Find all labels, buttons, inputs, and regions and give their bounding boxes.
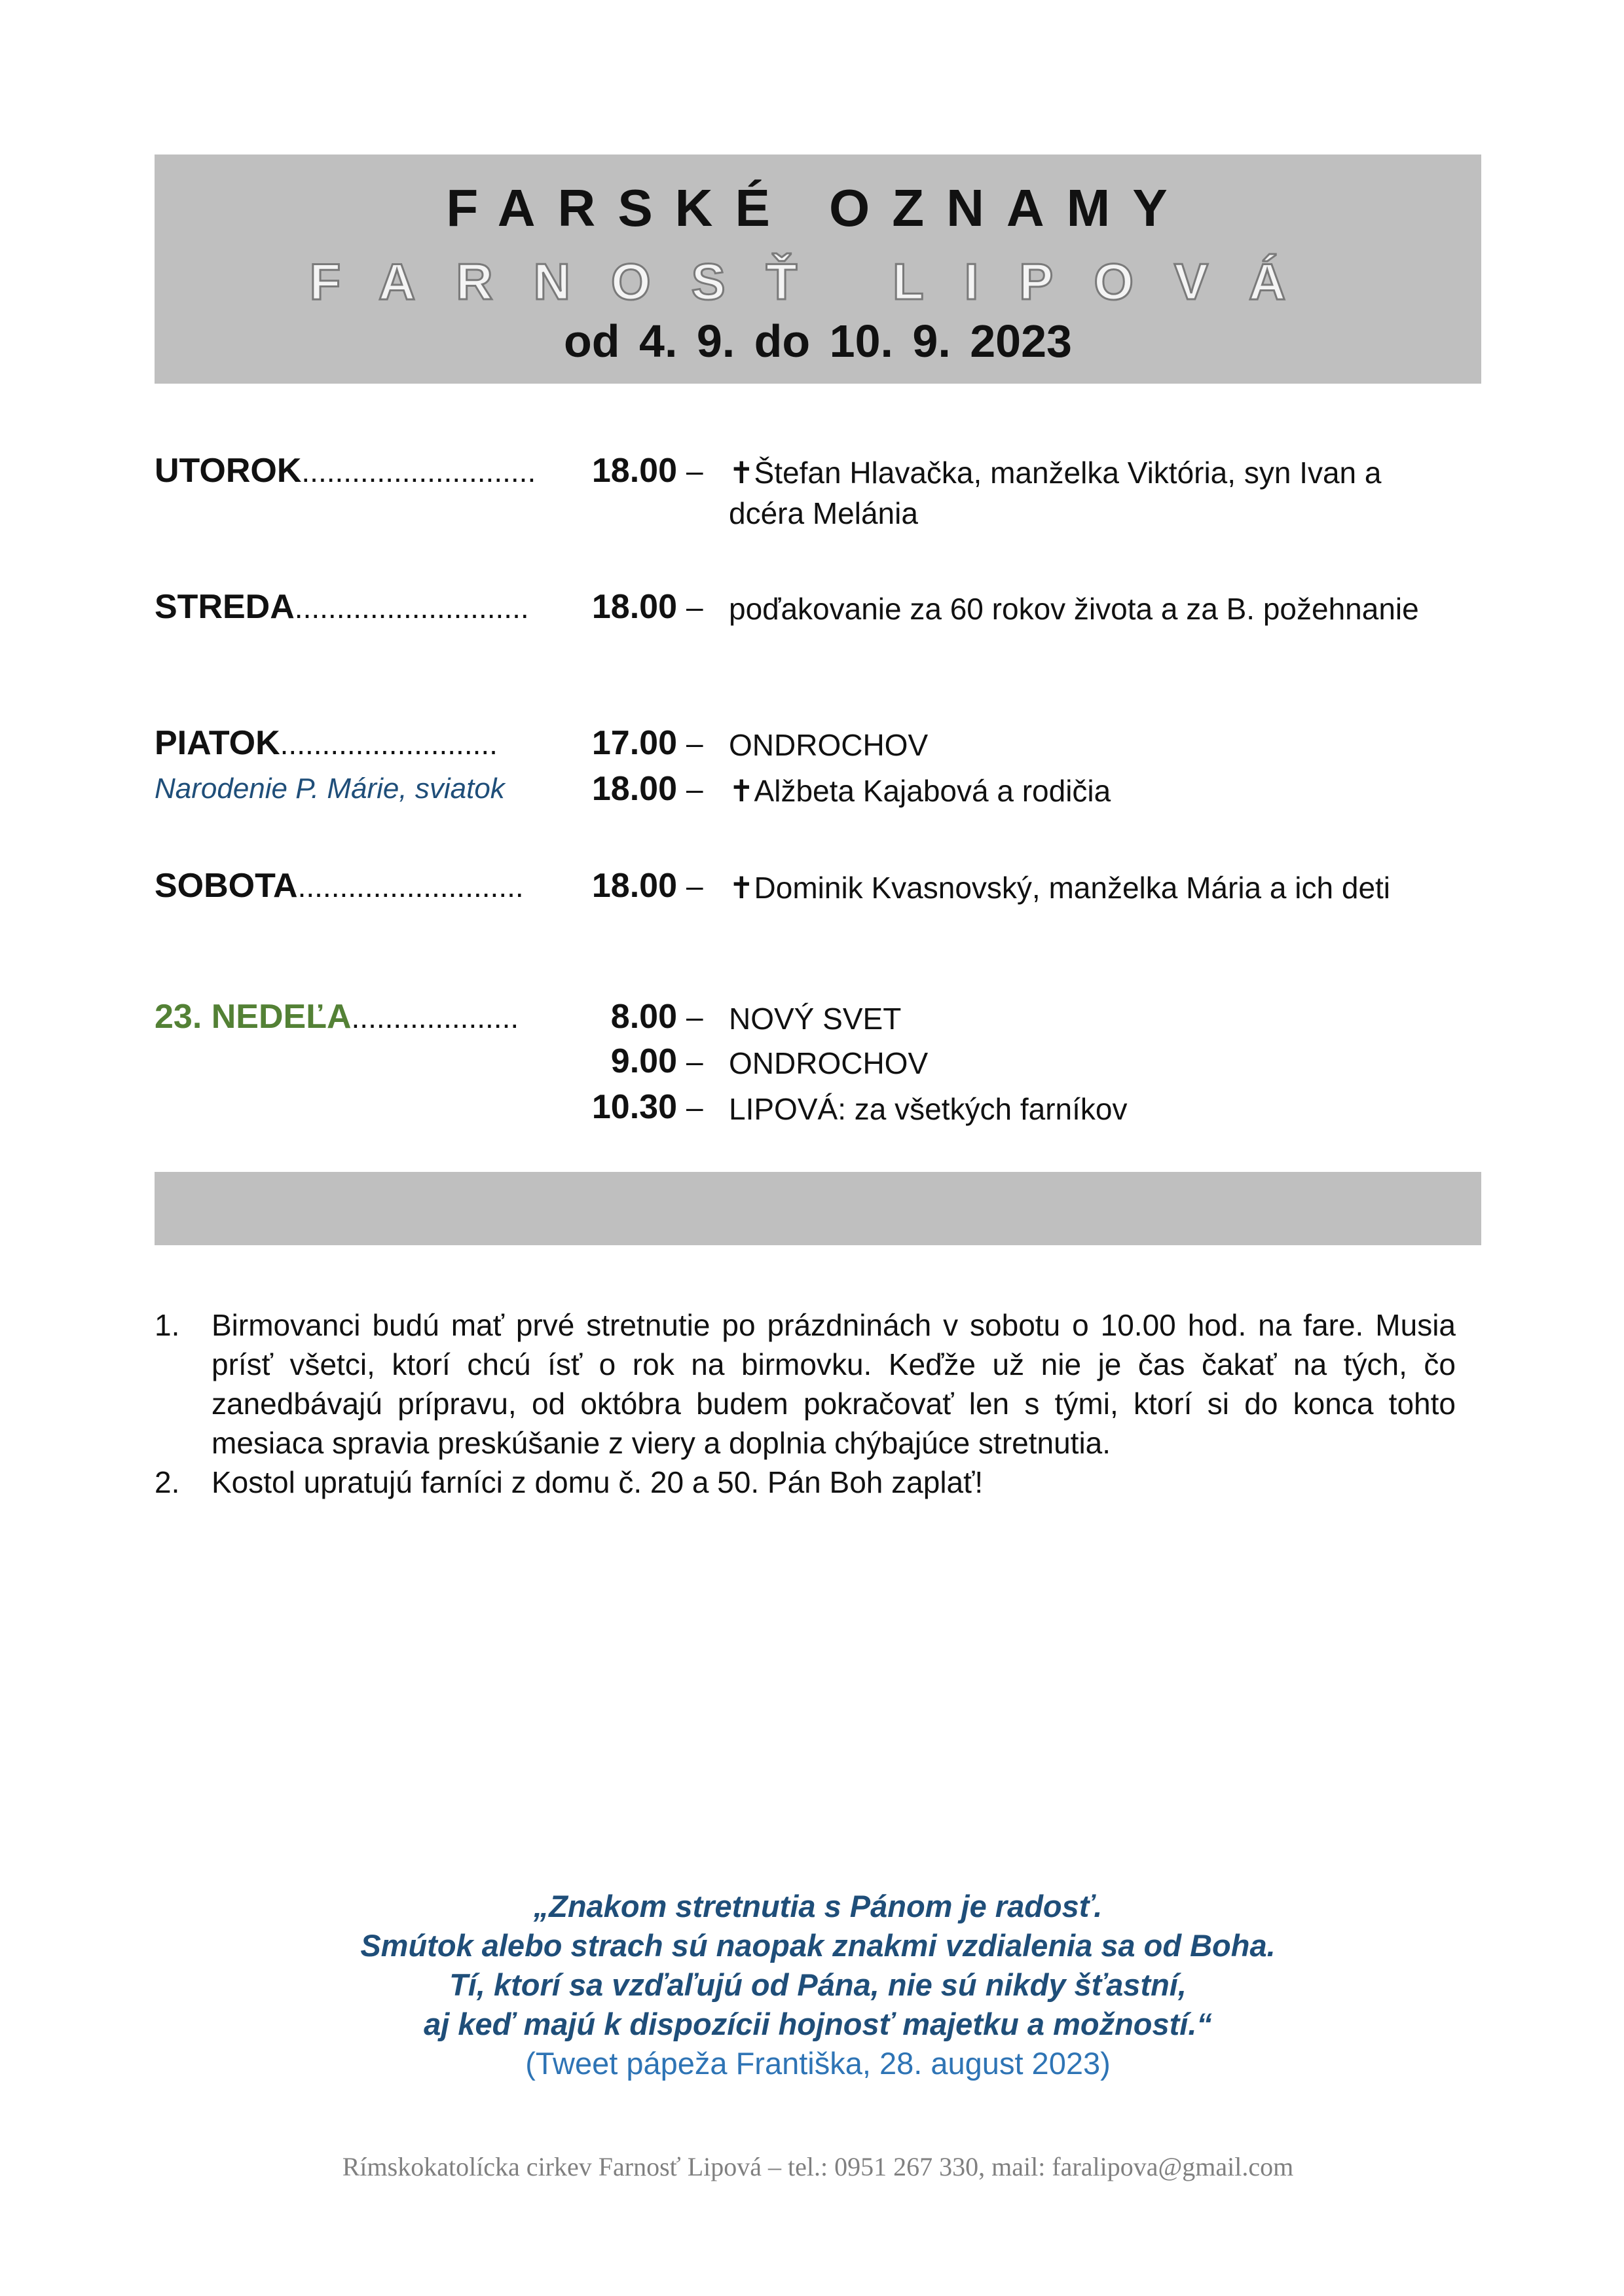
mass-time: 9.00 — [610, 1042, 677, 1080]
page-title: FARSKÉ OZNAMY — [446, 179, 1190, 237]
quote-source: (Tweet pápeža Františka, 28. august 2023) — [525, 2046, 1111, 2081]
dash: – — [686, 726, 703, 760]
mass-intention: ✝Štefan Hlavačka, manželka Viktória, syn Ivan a — [729, 456, 1382, 490]
mass-time: 10.30 — [591, 1088, 677, 1126]
mass-time: 18.00 — [591, 867, 677, 905]
mass-time: 18.00 — [591, 452, 677, 490]
dash: – — [686, 1044, 703, 1078]
mass-time: 17.00 — [591, 724, 677, 762]
mass-intention: ONDROCHOV — [729, 1046, 929, 1080]
day-label-sobota — [155, 863, 524, 909]
announcement-text: Kostol upratujú farníci z domu č. 20 a 50. Pán Boh zaplať! — [212, 1465, 984, 1499]
date-range: od 4. 9. do 10. 9. 2023 — [564, 316, 1072, 367]
dot-leader: ............................ — [294, 591, 529, 625]
day-label-streda — [155, 584, 529, 630]
mass-intention: ONDROCHOV — [729, 728, 929, 762]
parish-name: FARNOSŤ LIPOVÁ — [309, 253, 1327, 310]
mass-time: 8.00 — [610, 998, 677, 1036]
dot-leader: ............................ — [301, 454, 536, 488]
section-divider — [155, 1172, 1481, 1245]
quote-line: „Znakom stretnutia s Pánom je radosť. — [533, 1889, 1103, 1923]
mass-intention: NOVÝ SVET — [729, 1002, 902, 1036]
day-name: UTOROK — [155, 452, 302, 490]
dash: – — [686, 772, 703, 806]
day-label-piatok — [155, 720, 498, 767]
mass-intention-continued: dcéra Melánia — [729, 496, 918, 530]
announcement-number: 2. — [155, 1465, 180, 1499]
dash: – — [686, 454, 703, 488]
mass-time: 18.00 — [591, 770, 677, 808]
day-name: PIATOK — [155, 724, 280, 762]
day-name: 23. NEDEĽA — [155, 998, 352, 1036]
quote-line: Smútok alebo strach sú naopak znakmi vzdialenia sa od Boha. — [360, 1928, 1276, 1963]
dot-leader: ........................... — [297, 869, 524, 903]
dot-leader: .......................... — [280, 727, 498, 761]
announcement-number: 1. — [155, 1308, 180, 1342]
dash: – — [686, 869, 703, 903]
mass-intention: ✝Alžbeta Kajabová a rodičia — [729, 774, 1111, 808]
mass-intention: ✝Dominik Kvasnovský, manželka Mária a ich deti — [729, 871, 1391, 905]
announcement-text: Birmovanci budú mať prvé stretnutie po prázdninách v sobotu o 10.00 hod. na fare. Musia prísť všetci, ktorí chcú ísť o rok na birmovku. Keďže už nie je čas čakať na tých, čo zanedbávajú prípravu, od októbra budem pokračovať len s tými, ktorí si do konca tohto mesiaca spravia preskúšanie z viery a doplnia chýbajúce stretnutia. — [212, 1308, 1456, 1460]
mass-time: 18.00 — [591, 588, 677, 626]
day-name: SOBOTA — [155, 867, 298, 905]
dash: – — [686, 1090, 703, 1124]
day-label-nedela — [155, 994, 519, 1040]
mass-intention: poďakovanie za 60 rokov života a za B. požehnanie — [729, 592, 1419, 626]
day-label-utorok — [155, 448, 536, 494]
dash: – — [686, 590, 703, 624]
footer-contact: Rímskokatolícka cirkev Farnosť Lipová – tel.: 0951 267 330, mail: faralipova@gmail.com — [342, 2152, 1294, 2181]
quote-line: aj keď majú k dispozícii hojnosť majetku a možností.“ — [424, 2007, 1212, 2041]
dot-leader: .................... — [351, 1000, 519, 1034]
quote-line: Tí, ktorí sa vzďaľujú od Pána, nie sú nikdy šťastní, — [449, 1967, 1187, 2002]
feast-label: Narodenie P. Márie, sviatok — [155, 773, 505, 805]
mass-intention: LIPOVÁ: za všetkých farníkov — [729, 1092, 1128, 1126]
day-name: STREDA — [155, 588, 295, 626]
dash: – — [686, 1000, 703, 1034]
